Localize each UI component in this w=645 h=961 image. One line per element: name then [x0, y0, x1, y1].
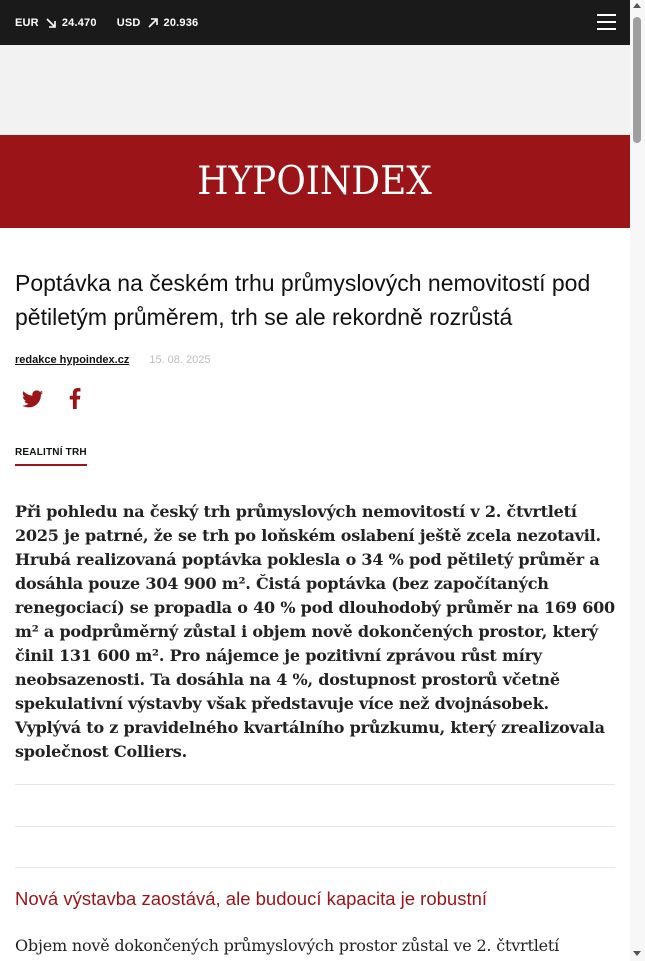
divider: [15, 826, 615, 827]
facebook-icon[interactable]: [69, 388, 81, 409]
twitter-icon[interactable]: [22, 390, 43, 408]
currency-usd-code: USD: [116, 16, 141, 29]
scroll-up-arrow-icon[interactable]: [633, 3, 641, 8]
currency-eur: [15, 17, 97, 29]
brand-banner: [0, 135, 630, 228]
category-tag[interactable]: REALITNÍ TRH: [15, 447, 87, 466]
scrollbar-thumb[interactable]: [633, 17, 641, 143]
social-share: [22, 388, 81, 409]
author-link[interactable]: redakce hypoindex.cz: [15, 354, 130, 366]
currency-usd: [117, 17, 199, 29]
currency-eur-code: EUR: [15, 16, 39, 29]
arrow-down-right-icon: [45, 17, 57, 29]
arrow-up-right-icon: [147, 17, 159, 29]
scrollbar[interactable]: [630, 0, 645, 961]
article-meta: [15, 354, 211, 366]
divider: [15, 784, 615, 785]
publish-date: 15. 08. 2025: [149, 354, 211, 366]
top-bar: [0, 0, 630, 45]
currency-eur-value: 24.470: [61, 16, 97, 29]
site-logo[interactable]: HYPOINDEX: [197, 158, 433, 204]
article-paragraph: Objem nově dokončených průmyslových prostor zůstal ve 2. čtvrtletí: [15, 936, 560, 955]
ad-space: [0, 45, 630, 135]
article-lead: Při pohledu na český trh průmyslových nemovitostí v 2. čtvrtletí 2025 je patrné, že se trh po loňském oslabení ještě zcela nezotavil. Hrubá realizovaná poptávka poklesla o 34 % pod pětiletý průměr a dosáhla pouze 304 900 m². Čistá poptávka (bez započítaných renegociací) se propadla o 40 % pod dlouhodobý průměr na 169 600 m² a podprůměrný zůstal i objem nově dokončených prostor, který činil 131 600 m². Pro nájemce je pozitivní zprávou růst míry neobsazenosti. Ta dosáhla na 4 %, dostupnost prostorů včetně spekulativní výstavby však představuje více než dvojnásobek. Vyplývá to z pravidelného kvartálního průzkumu, který zrealizovala společnost Colliers.: [15, 502, 615, 761]
currency-usd-value: 20.936: [163, 16, 199, 29]
section-heading: Nová výstavba zaostává, ale budoucí kapacita je robustní: [15, 888, 488, 909]
article-title: Poptávka na českém trhu průmyslových nemovitostí pod pětiletým průměrem, trh se ale rekordně rozrůstá: [15, 270, 591, 330]
divider: [15, 867, 615, 868]
hamburger-menu-icon[interactable]: [597, 14, 616, 30]
scroll-down-arrow-icon[interactable]: [633, 951, 641, 956]
